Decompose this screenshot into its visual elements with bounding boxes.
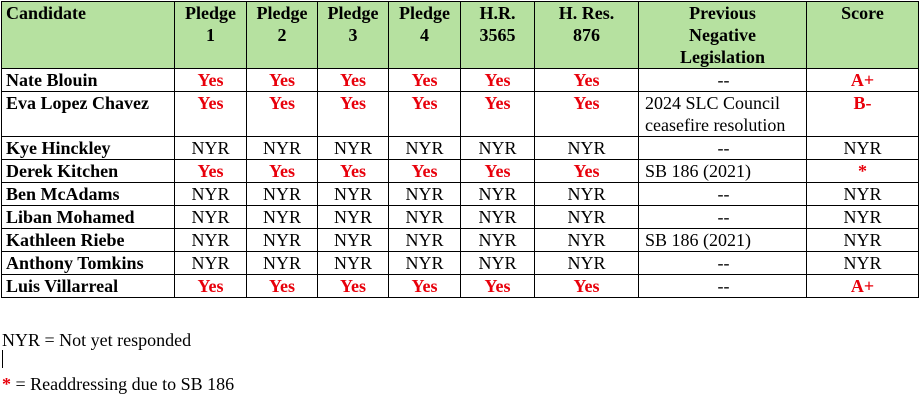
nyr-legend-note: NYR = Not yet responded [2, 330, 192, 350]
legislation-cell: SB 186 (2021) [639, 229, 807, 252]
candidate-scorecard-table [1, 1, 919, 298]
response-cell: NYR [318, 229, 389, 252]
response-cell: NYR [389, 137, 461, 160]
header-previous-negative-legislation: Previous Negative Legislation [639, 2, 807, 69]
table-body [2, 69, 919, 298]
response-cell: Yes [461, 92, 535, 137]
response-cell: NYR [318, 183, 389, 206]
response-cell: NYR [247, 252, 318, 275]
response-cell: NYR [389, 252, 461, 275]
header-pledge-4: Pledge 4 [389, 2, 461, 69]
response-cell: NYR [535, 183, 639, 206]
response-cell: Yes [389, 275, 461, 298]
response-cell: Yes [247, 69, 318, 92]
legislation-cell: 2024 SLC Council ceasefire resolution [639, 92, 807, 137]
response-cell: NYR [461, 252, 535, 275]
score-cell: NYR [807, 206, 919, 229]
response-cell: NYR [318, 252, 389, 275]
score-cell: * [807, 160, 919, 183]
response-cell: NYR [535, 206, 639, 229]
response-cell: Yes [389, 160, 461, 183]
text-cursor [2, 350, 3, 368]
response-cell: NYR [535, 229, 639, 252]
response-cell: Yes [318, 92, 389, 137]
response-cell: Yes [175, 92, 247, 137]
header-hr-3565: H.R. 3565 [461, 2, 535, 69]
table-row [2, 92, 919, 137]
legislation-cell: SB 186 (2021) [639, 160, 807, 183]
header-candidate: Candidate [2, 2, 175, 69]
header-pledge-2: Pledge 2 [247, 2, 318, 69]
response-cell: NYR [247, 137, 318, 160]
legislation-cell: -- [639, 137, 807, 160]
response-cell: NYR [461, 206, 535, 229]
response-cell: Yes [389, 92, 461, 137]
response-cell: NYR [175, 252, 247, 275]
table-row [2, 69, 919, 92]
response-cell: NYR [247, 206, 318, 229]
response-cell: Yes [461, 275, 535, 298]
table-row [2, 137, 919, 160]
legislation-cell: -- [639, 183, 807, 206]
response-cell: Yes [247, 160, 318, 183]
response-cell: NYR [175, 137, 247, 160]
response-cell: NYR [389, 206, 461, 229]
response-cell: Yes [461, 160, 535, 183]
candidate-name: Luis Villarreal [2, 275, 175, 298]
candidate-name: Derek Kitchen [2, 160, 175, 183]
table-row [2, 229, 919, 252]
score-cell: A+ [807, 69, 919, 92]
response-cell: Yes [318, 275, 389, 298]
header-pledge-1: Pledge 1 [175, 2, 247, 69]
table-row [2, 160, 919, 183]
header-pledge-3: Pledge 3 [318, 2, 389, 69]
table-row [2, 206, 919, 229]
score-cell: B- [807, 92, 919, 137]
score-cell: A+ [807, 275, 919, 298]
response-cell: Yes [175, 69, 247, 92]
score-cell: NYR [807, 252, 919, 275]
response-cell: NYR [461, 183, 535, 206]
candidate-name: Kathleen Riebe [2, 229, 175, 252]
candidate-name: Ben McAdams [2, 183, 175, 206]
header-score: Score [807, 2, 919, 69]
legislation-cell: -- [639, 252, 807, 275]
header-hres-876: H. Res. 876 [535, 2, 639, 69]
header-row [2, 2, 919, 69]
response-cell: NYR [535, 137, 639, 160]
response-cell: NYR [389, 229, 461, 252]
star-legend-text: = Readdressing due to SB 186 [11, 374, 235, 394]
response-cell: NYR [318, 206, 389, 229]
response-cell: Yes [535, 92, 639, 137]
response-cell: Yes [175, 160, 247, 183]
table-row [2, 275, 919, 298]
score-cell: NYR [807, 229, 919, 252]
response-cell: Yes [389, 69, 461, 92]
legislation-cell: -- [639, 206, 807, 229]
response-cell: NYR [461, 229, 535, 252]
response-cell: NYR [175, 206, 247, 229]
star-symbol: * [2, 374, 11, 394]
candidate-name: Nate Blouin [2, 69, 175, 92]
response-cell: Yes [175, 275, 247, 298]
response-cell: NYR [389, 183, 461, 206]
response-cell: Yes [535, 275, 639, 298]
response-cell: Yes [247, 275, 318, 298]
legislation-cell: -- [639, 275, 807, 298]
response-cell: Yes [535, 160, 639, 183]
response-cell: NYR [247, 229, 318, 252]
response-cell: NYR [175, 229, 247, 252]
response-cell: NYR [318, 137, 389, 160]
response-cell: Yes [535, 69, 639, 92]
star-legend-note [2, 374, 234, 395]
score-cell: NYR [807, 137, 919, 160]
candidate-name: Kye Hinckley [2, 137, 175, 160]
candidate-name: Anthony Tomkins [2, 252, 175, 275]
response-cell: Yes [461, 69, 535, 92]
response-cell: NYR [535, 252, 639, 275]
table-row [2, 183, 919, 206]
response-cell: NYR [175, 183, 247, 206]
table-row [2, 252, 919, 275]
score-cell: NYR [807, 183, 919, 206]
response-cell: NYR [247, 183, 318, 206]
candidate-name: Liban Mohamed [2, 206, 175, 229]
response-cell: Yes [318, 69, 389, 92]
response-cell: Yes [318, 160, 389, 183]
legislation-cell: -- [639, 69, 807, 92]
response-cell: Yes [247, 92, 318, 137]
candidate-name: Eva Lopez Chavez [2, 92, 175, 137]
response-cell: NYR [461, 137, 535, 160]
